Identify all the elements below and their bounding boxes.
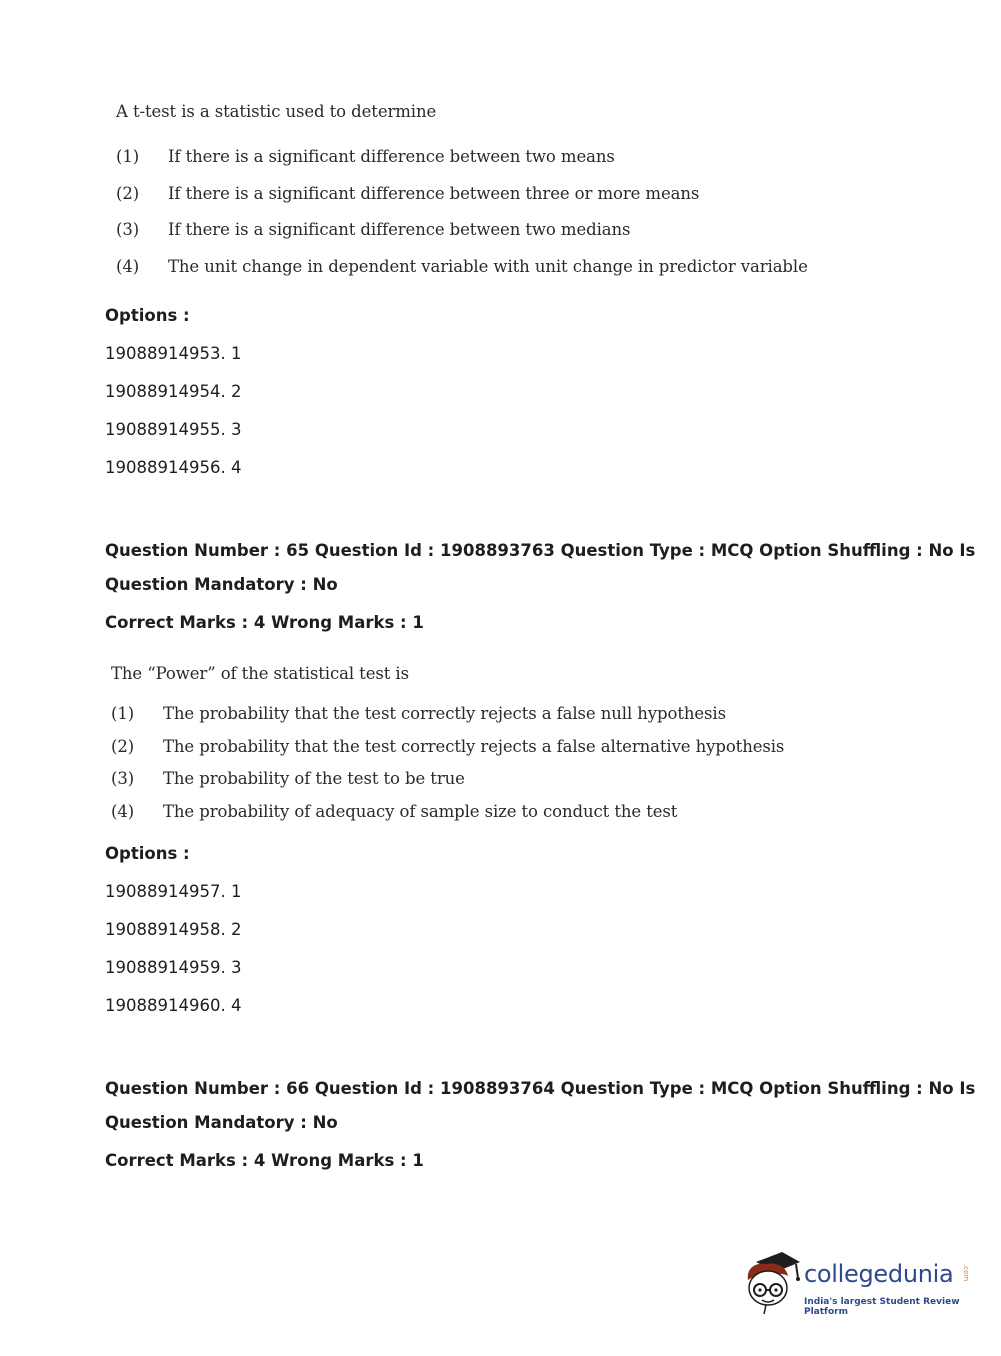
choice-number: (1) — [111, 704, 135, 723]
q64-choice-4 — [116, 257, 808, 276]
q64-choice-1 — [116, 147, 615, 166]
logo-wordmark: collegedunia — [804, 1260, 954, 1288]
q65-option-4: 19088914960. 4 — [105, 996, 242, 1015]
mascot-icon — [742, 1250, 804, 1316]
choice-text: The probability of adequacy of sample size to conduct the test — [163, 802, 678, 821]
q65-choice-3 — [111, 769, 465, 788]
choice-number: (3) — [111, 769, 135, 788]
logo-tagline: India's largest Student Review Platform — [804, 1297, 960, 1317]
choice-number: (1) — [116, 147, 140, 166]
choice-text: If there is a significant difference between two medians — [168, 220, 631, 239]
q65-header-line1: Question Number : 65 Question Id : 1908893763 Question Type : MCQ Option Shuffling : No Is — [105, 541, 976, 560]
q64-option-4: 19088914956. 4 — [105, 458, 242, 477]
q66-header-line1: Question Number : 66 Question Id : 1908893764 Question Type : MCQ Option Shuffling : No Is — [105, 1079, 976, 1098]
q64-option-1: 19088914953. 1 — [105, 344, 242, 363]
q65-header-line2: Question Mandatory : No — [105, 575, 338, 594]
q64-option-2: 19088914954. 2 — [105, 382, 242, 401]
choice-text: The probability that the test correctly rejects a false null hypothesis — [163, 704, 726, 723]
q65-option-3: 19088914959. 3 — [105, 958, 242, 977]
q66-header-line2: Question Mandatory : No — [105, 1113, 338, 1132]
q65-options-label: Options : — [105, 844, 190, 863]
collegedunia-logo — [742, 1250, 972, 1320]
choice-text: If there is a significant difference between three or more means — [168, 184, 700, 203]
choice-number: (2) — [116, 184, 140, 203]
logo-com: .com — [962, 1264, 970, 1282]
q65-choice-4 — [111, 802, 677, 821]
choice-number: (4) — [111, 802, 135, 821]
q65-option-2: 19088914958. 2 — [105, 920, 242, 939]
choice-number: (3) — [116, 220, 140, 239]
choice-text: The probability that the test correctly rejects a false alternative hypothesis — [163, 737, 785, 756]
q65-marks: Correct Marks : 4 Wrong Marks : 1 — [105, 613, 424, 632]
q65-choice-2 — [111, 737, 784, 756]
q64-choice-2 — [116, 184, 699, 203]
q66-marks: Correct Marks : 4 Wrong Marks : 1 — [105, 1151, 424, 1170]
choice-number: (4) — [116, 257, 140, 276]
choice-number: (2) — [111, 737, 135, 756]
q64-choice-3 — [116, 220, 630, 239]
q65-option-1: 19088914957. 1 — [105, 882, 242, 901]
q64-stem: A t-test is a statistic used to determine — [116, 102, 437, 121]
q65-stem: The “Power” of the statistical test is — [111, 664, 409, 683]
q65-choice-1 — [111, 704, 726, 723]
q64-option-3: 19088914955. 3 — [105, 420, 242, 439]
q64-options-label: Options : — [105, 306, 190, 325]
choice-text: The probability of the test to be true — [163, 769, 465, 788]
choice-text: The unit change in dependent variable with unit change in predictor variable — [168, 257, 808, 276]
choice-text: If there is a significant difference between two means — [168, 147, 615, 166]
